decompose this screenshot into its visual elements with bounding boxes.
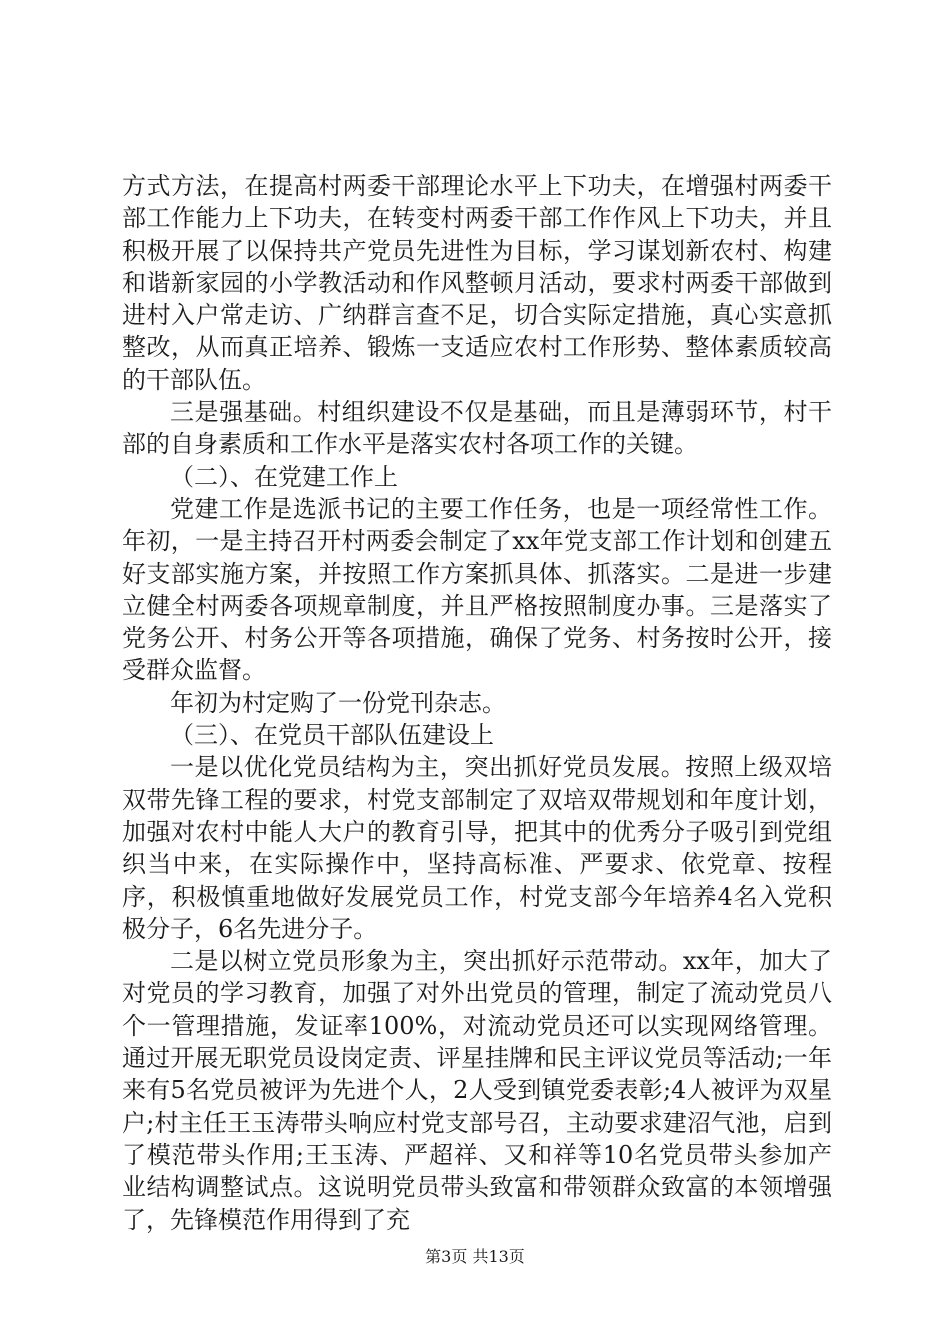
paragraph-continuation: 方式方法，在提高村两委干部理论水平上下功夫，在增强村两委干部工作能力上下功夫，在转变村两委干部工作作风上下功夫，并且积极开展了以保持共产党员先进性为目标，学习谋划新农村、构建和谐新家园的小学教活动和作风整顿月活动，要求村两委干部做到进村入户常走访、广纳群言查不足，切合实际定措施，真心实意抓整改，从而真正培养、锻炼一支适应农村工作形势、整体素质较高的干部队伍。 <box>122 172 832 394</box>
section-heading-party-building: （二）、在党建工作上 <box>170 462 398 491</box>
paragraph-magazine: 年初为村定购了一份党刊杂志。 <box>170 688 506 717</box>
paragraph-strengthen-foundation: 三是强基础。村组织建设不仅是基础，而且是薄弱环节，村干部的自身素质和工作水平是落实农村各项工作的关键。 <box>122 398 832 459</box>
paragraph-member-structure: 一是以优化党员结构为主，突出抓好党员发展。按照上级双培双带先锋工程的要求，村党支部制定了双培双带规划和年度计划，加强对农村中能人大户的教育引导，把其中的优秀分子吸引到党组织当中来，在实际操作中，坚持高标准、严要求、依党章、按程序，积极慎重地做好发展党员工作，村党支部今年培养4名入党积极分子，6名先进分子。 <box>122 753 832 943</box>
section-heading-cadre-team: （三）、在党员干部队伍建设上 <box>170 721 494 750</box>
paragraph-party-building: 党建工作是选派书记的主要工作任务，也是一项经常性工作。年初，一是主持召开村两委会制定了xx年党支部工作计划和创建五好支部实施方案，并按照工作方案抓具体、抓落实。二是进一步建立健全村两委各项规章制度，并且严格按照制度办事。三是落实了党务公开、村务公开等各项措施，确保了党务、村务按时公开，接受群众监督。 <box>122 494 832 685</box>
page-number: 第3页 共13页 <box>425 1247 525 1266</box>
paragraph-member-image: 二是以树立党员形象为主，突出抓好示范带动。xx年，加大了对党员的学习教育，加强了对外出党员的管理，制定了流动党员八个一管理措施，发证率100%，对流动党员还可以实现网络管理。通过开展无职党员设岗定责、评星挂牌和民主评议党员等活动;一年来有5名党员被评为先进个人，2人受到镇党委表彰;4人被评为双星户;村主任王玉涛带头响应村党支部号召，主动要求建沼气池，启到了模范带头作用;王玉涛、严超祥、又和祥等10名党员带头参加产业结构调整试点。这说明党员带头致富和带领群众致富的本领增强了，先锋模范作用得到了充 <box>122 947 832 1234</box>
document-body <box>122 170 832 1236</box>
